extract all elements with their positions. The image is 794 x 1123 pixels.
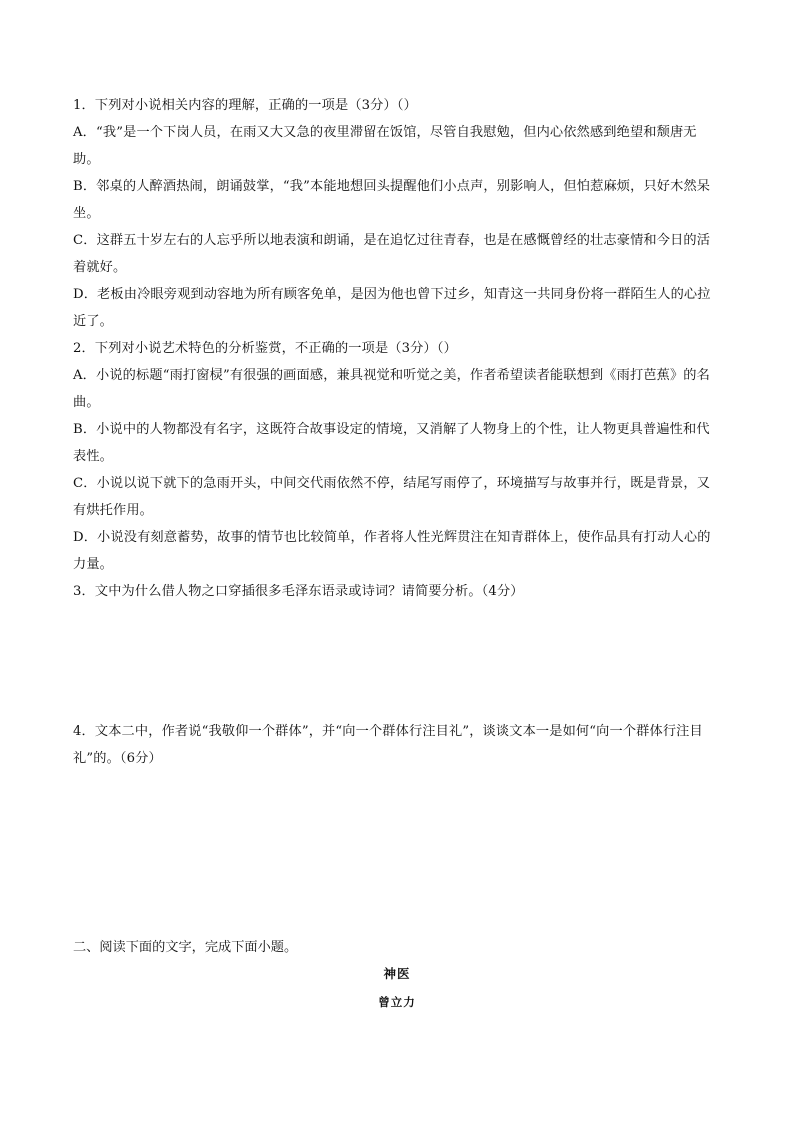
question-2-option-b: B．小说中的人物都没有名字，这既符合故事设定的情境，又消解了人物身上的个性，让人物更具普遍性和代表性。	[73, 422, 710, 464]
question-1-option-c: C．这群五十岁左右的人忘乎所以地表演和朗诵，是在追忆过往青春，也是在感慨曾经的壮志豪情和今日的活着就好。	[73, 233, 711, 275]
question-4-block	[73, 718, 723, 772]
question-1-stem: 1．下列对小说相关内容的理解，正确的一项是（3分）（）	[73, 98, 417, 113]
question-2-option-a: A．小说的标题“雨打窗棂”有很强的画面感，兼具视觉和听觉之美，作者希望读者能联想到《雨打芭蕉》的名曲。	[73, 368, 710, 410]
questions-group-1	[73, 92, 723, 605]
question-3-stem: 3．文中为什么借人物之口穿插很多毛泽东语录或诗词？请简要分析。（4分）	[73, 584, 524, 599]
article-author: 曾立力	[378, 995, 416, 1009]
question-2-option-c: C．小说以说下就下的急雨开头，中间交代雨依然不停，结尾写雨停了，环境描写与故事并行，既是背景，又有烘托作用。	[73, 476, 711, 518]
article-title: 神医	[383, 966, 411, 981]
question-4-stem: 4．文本二中，作者说“我敬仰一个群体”，并“向一个群体行注目礼”，谈谈文本一是如何“向一个群体行注目礼”的。（6分）	[73, 724, 703, 766]
question-1-option-b: B．邻桌的人醉酒热闹，朗诵鼓掌，“我”本能地想回头提醒他们小点声，别影响人，但怕惹麻烦，只好木然呆坐。	[73, 179, 711, 221]
question-2-option-d: D．小说没有刻意蓄势，故事的情节也比较简单，作者将人性光辉贯注在知青群体上，使作品具有打动人心的力量。	[73, 530, 711, 572]
question-2-stem: 2．下列对小说艺术特色的分析鉴赏，不正确的一项是（3分）（）	[73, 341, 457, 356]
section-two-heading: 二、阅读下面的文字，完成下面小题。	[73, 940, 298, 955]
question-1-option-a: A．“我”是一个下岗人员，在雨又大又急的夜里滞留在饭馆，尽管自我慰勉，但内心依然感到绝望和颓唐无助。	[73, 125, 697, 167]
question-1-option-d: D．老板由冷眼旁观到动容地为所有顾客免单，是因为他也曾下过乡，知青这一共同身份将一群陌生人的心拉近了。	[73, 287, 711, 329]
